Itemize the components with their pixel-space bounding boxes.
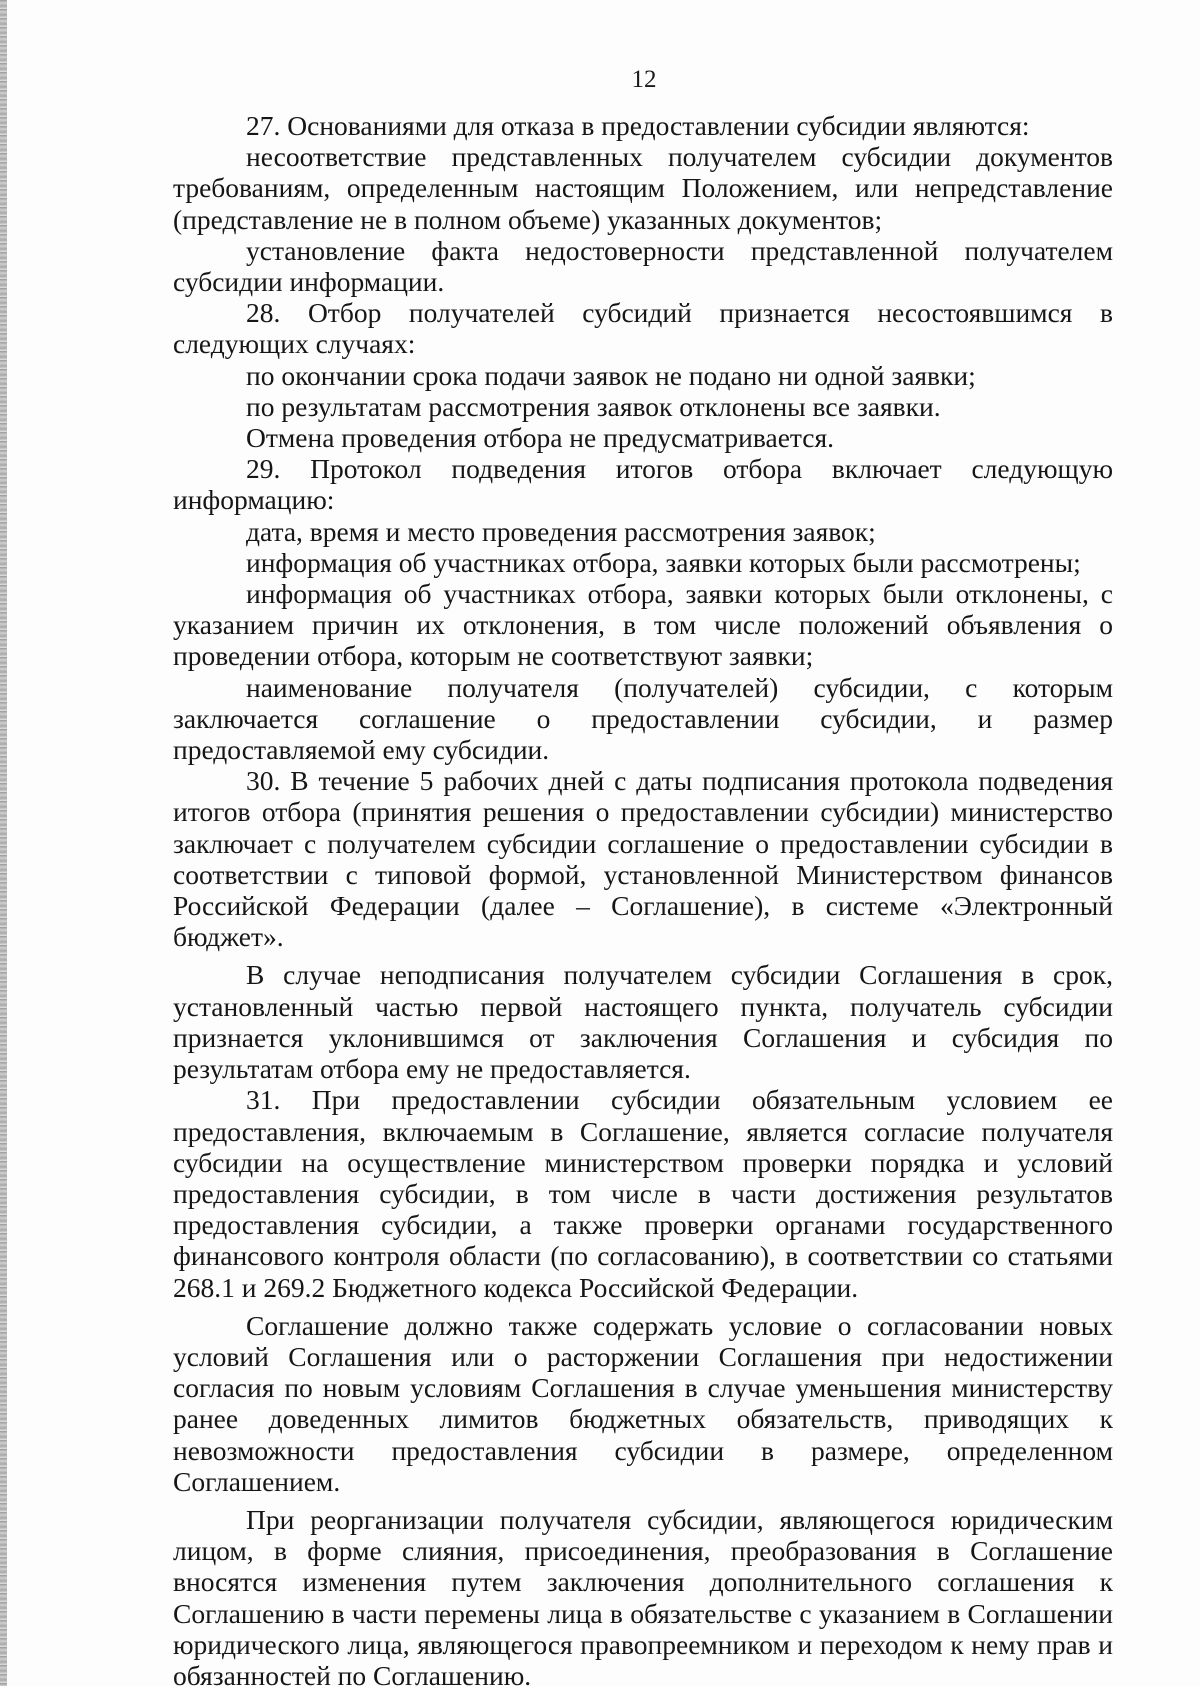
paragraph-30: 30. В течение 5 рабочих дней с даты подписания протокола подведения итогов отбора (принятия решения о предоставлении субсидии) министерство заключает с получателем субсидии соглашение о предоставлении субсидии в соответствии с типовой формой, установленной Министерством финансов Российской Федерации (далее – Соглашение), в системе «Электронный бюджет». [173,765,1113,953]
paragraph-30-part-2: В случае неподписания получателем субсидии Соглашения в срок, установленный частью первой настоящего пункта, получатель субсидии признается уклонившимся от заключения Соглашения и субсидия по результатам отбора ему не предоставляется. [173,959,1113,1085]
paragraph-31: 31. При предоставлении субсидии обязательным условием ее предоставления, включаемым в Соглашение, является согласие получателя субсидии на осуществление министерством проверки порядка и условий предоставления субсидии, в том числе в части достижения результатов предоставления субсидии, а также проверки органами государственного финансового контроля области (по согласованию), в соответствии со статьями 268.1 и 269.2 Бюджетного кодекса Российской Федерации. [173,1084,1113,1303]
document-body [173,110,1113,1691]
paragraph-27-item-1: несоответствие представленных получателем субсидии документов требованиям, определенным настоящим Положением, или непредставление (представление не в полном объеме) указанных документов; [173,141,1113,235]
paragraph-28-note: Отмена проведения отбора не предусматривается. [246,422,835,454]
paragraph-29-item-4: наименование получателя (получателей) субсидии, с которым заключается соглашение о предоставлении субсидии, и размер предоставляемой ему субсидии. [173,671,1113,766]
paragraph-29-intro: 29. Протокол подведения итогов отбора включает следующую информацию: [173,453,1113,516]
paragraph-28-intro: 28. Отбор получателей субсидий признается несостоявшимся в следующих случаях: [173,297,1113,360]
paragraph-27-item-2: установление факта недостоверности представленной получателем субсидии информации. [173,234,1113,298]
paragraph-27-intro: 27. Основаниями для отказа в предоставлении субсидии являются: [246,110,1030,141]
paragraph-28-item-2: по результатам рассмотрения заявок отклонены все заявки. [246,390,941,422]
paragraph-29-item-1: дата, время и место проведения рассмотрения заявок; [246,515,876,547]
paragraph-29-item-2: информация об участниках отбора, заявки которых были рассмотрены; [246,546,1081,578]
paragraph-31-part-2: Соглашение должно также содержать условие о согласовании новых условий Соглашения или о расторжении Соглашения при недостижении согласия по новым условиям Соглашения в случае уменьшения министерству ранее доведенных лимитов бюджетных обязательств, приводящих к невозможности предоставления субсидии в размере, определенном Соглашением. [173,1309,1113,1497]
paragraph-29-item-3: информация об участниках отбора, заявки которых были отклонены, с указанием причин их отклонения, в том числе положений объявления о проведении отбора, которым не соответствуют заявки; [173,578,1113,672]
paragraph-28-item-1: по окончании срока подачи заявок не подано ни одной заявки; [246,359,976,391]
scan-edge [0,0,7,1686]
paragraph-31-part-3: При реорганизации получателя субсидии, являющегося юридическим лицом, в форме слияния, присоединения, преобразования в Соглашение вносятся изменения путем заключения дополнительного соглашения к Соглашению в части перемены лица в обязательстве с указанием в Соглашении юридического лица, являющегося правопреемником и переходом к нему прав и обязанностей по Соглашению. [173,1503,1113,1691]
page-number: 12 [631,66,657,93]
